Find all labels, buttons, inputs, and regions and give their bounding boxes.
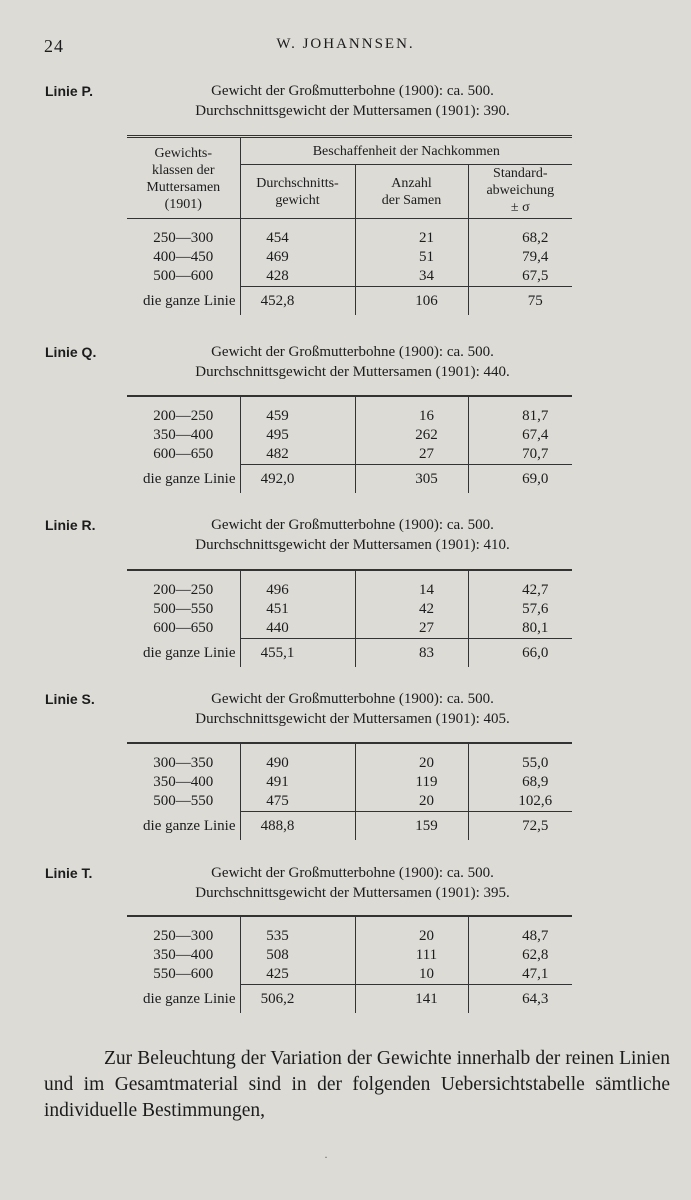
page-speck: · bbox=[324, 1150, 328, 1164]
table-row: 500—550 451 42 57,6 bbox=[127, 600, 572, 619]
linie-label: Linie Q. bbox=[45, 344, 97, 360]
table-row: 600—650 482 27 70,7 bbox=[127, 445, 572, 465]
header-offspring-group: Beschaffenheit der Nachkommen bbox=[240, 137, 572, 165]
table-row: 250—300 535 20 48,7 bbox=[127, 917, 572, 946]
linie-label: Linie P. bbox=[45, 83, 93, 99]
grandmother-weight-line: Gewicht der Großmutterbohne (1900): ca. 500. bbox=[211, 344, 494, 360]
mother-avg-weight-line: Durchschnittsgewicht der Muttersamen (1901): 410. bbox=[195, 537, 510, 553]
linie-label: Linie S. bbox=[45, 691, 95, 707]
table-row: 200—250 496 14 42,7 bbox=[127, 571, 572, 600]
table-linie-p bbox=[127, 135, 572, 315]
header-weight-classes: Gewichts- klassen der Muttersamen (1901) bbox=[127, 137, 240, 219]
table-row: 500—550 475 20 102,6 bbox=[127, 792, 572, 812]
table-row: 350—400 495 262 67,4 bbox=[127, 426, 572, 445]
body-paragraph bbox=[44, 1046, 670, 1124]
table-linie-s bbox=[127, 742, 572, 840]
table-row: 500—600 428 34 67,5 bbox=[127, 267, 572, 287]
table-row: 350—400 491 119 68,9 bbox=[127, 773, 572, 792]
table-total-row: die ganze Linie 488,8 159 72,5 bbox=[127, 812, 572, 841]
mother-avg-weight-line: Durchschnittsgewicht der Muttersamen (1901): 390. bbox=[195, 103, 510, 119]
table-total-row: die ganze Linie 506,2 141 64,3 bbox=[127, 985, 572, 1014]
grandmother-weight-line: Gewicht der Großmutterbohne (1900): ca. 500. bbox=[211, 83, 494, 99]
mother-avg-weight-line: Durchschnittsgewicht der Muttersamen (1901): 395. bbox=[195, 885, 510, 901]
table-row: 300—350 490 20 55,0 bbox=[127, 744, 572, 773]
linie-label: Linie R. bbox=[45, 517, 96, 533]
table-row: 250—300 454 21 68,2 bbox=[127, 219, 572, 249]
grandmother-weight-line: Gewicht der Großmutterbohne (1900): ca. 500. bbox=[211, 865, 494, 881]
table-total-row: die ganze Linie 492,0 305 69,0 bbox=[127, 465, 572, 494]
page-number: 24 bbox=[44, 36, 64, 56]
table-linie-q bbox=[127, 395, 572, 493]
table-row: 400—450 469 51 79,4 bbox=[127, 248, 572, 267]
mother-avg-weight-line: Durchschnittsgewicht der Muttersamen (1901): 405. bbox=[195, 711, 510, 727]
table-linie-t bbox=[127, 915, 572, 1013]
header-seed-count: Anzahl der Samen bbox=[355, 165, 468, 219]
paragraph-text: Zur Beleuchtung der Variation der Gewichte innerhalb der reinen Linien und im Gesamtmaterial sind in der folgenden Uebersichtstabelle sämtliche individuelle Bestimmungen, bbox=[44, 1048, 670, 1121]
table-row: 600—650 440 27 80,1 bbox=[127, 619, 572, 639]
table-row: 200—250 459 16 81,7 bbox=[127, 397, 572, 426]
running-head-author: W. JOHANNSEN. bbox=[276, 36, 415, 52]
table-linie-r bbox=[127, 569, 572, 667]
table-total-row: die ganze Linie 452,8 106 75 bbox=[127, 287, 572, 316]
header-std-deviation: Standard- abweichung ± σ bbox=[468, 165, 572, 219]
linie-label: Linie T. bbox=[45, 865, 93, 881]
table-row: 350—400 508 111 62,8 bbox=[127, 946, 572, 965]
grandmother-weight-line: Gewicht der Großmutterbohne (1900): ca. 500. bbox=[211, 691, 494, 707]
page-header bbox=[0, 36, 691, 60]
mother-avg-weight-line: Durchschnittsgewicht der Muttersamen (1901): 440. bbox=[195, 364, 510, 380]
grandmother-weight-line: Gewicht der Großmutterbohne (1900): ca. 500. bbox=[211, 517, 494, 533]
header-avg-weight: Durchschnitts- gewicht bbox=[240, 165, 355, 219]
table-row: 550—600 425 10 47,1 bbox=[127, 965, 572, 985]
table-total-row: die ganze Linie 455,1 83 66,0 bbox=[127, 639, 572, 668]
